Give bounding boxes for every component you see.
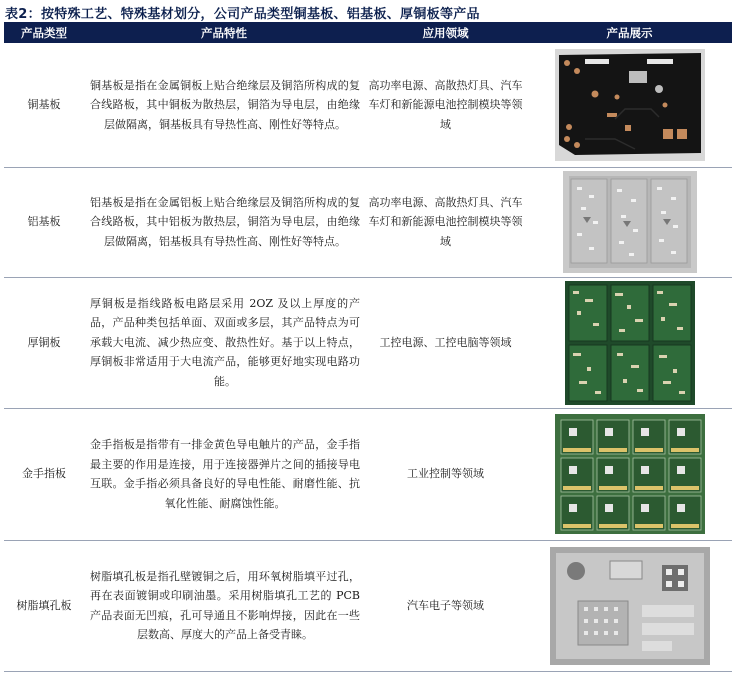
product-application: 高功率电源、高散热灯具、汽车车灯和新能源电池控制模块等领域: [364, 43, 527, 167]
heavy-copper-board-photo: [565, 281, 695, 405]
product-application: 工业控制等领域: [364, 408, 527, 540]
header-application: 应用领域: [364, 22, 527, 43]
product-feature: 铜基板是指在金属铜板上贴合绝缘层及铜箔所构成的复合线路板，其中铜板为散热层，铜箔为导电层，由绝缘层做隔离，铜基板具有导热性高、刚性好等特点。: [84, 43, 364, 167]
table-row: [4, 408, 732, 540]
copper-base-board-photo: [555, 49, 705, 161]
product-feature: 金手指板是指带有一排金黄色导电触片的产品，金手指最主要的作用是连接，用于连接器弹片之间的插接导电互联。金手指必须具备良好的导电性能、耐磨性能、抗氧化性能、耐腐蚀性能。: [84, 408, 364, 540]
product-type: 铝基板: [4, 167, 84, 277]
header-display: 产品展示: [527, 22, 732, 43]
gold-finger-board-photo: [555, 414, 705, 534]
product-feature: 树脂填孔板是指孔壁镀铜之后，用环氧树脂填平过孔，再在表面镀铜或印刷油墨。采用树脂填孔工艺的 PCB 产品表面无凹痕，孔可导通且不影响焊接，因此在一些层数高、厚度大的产品上备受青睐。: [84, 540, 364, 671]
header-row: [4, 22, 732, 43]
product-application: 工控电源、工控电脑等领域: [364, 277, 527, 408]
product-feature: 厚铜板是指线路板电路层采用 2OZ 及以上厚度的产品，产品种类包括单面、双面或多层，其产品特点为可承载大电流、减少热应变、散热性好。基于以上特点，厚铜板非常适用于大电流产品，能够更好地实现电路功能。: [84, 277, 364, 408]
header-type: 产品类型: [4, 22, 84, 43]
product-type: 铜基板: [4, 43, 84, 167]
product-type: 树脂填孔板: [4, 540, 84, 671]
aluminum-base-board-photo: [563, 171, 697, 273]
table-title: 表2：按特殊工艺、特殊基材划分，公司产品类型铜基板、铝基板、厚铜板等产品: [5, 7, 480, 22]
header-feature: 产品特性: [84, 22, 364, 43]
product-feature: 铝基板是指在金属铝板上贴合绝缘层及铜箔所构成的复合线路板，其中铝板为散热层，铜箔为导电层，由绝缘层做隔离，铝基板具有导热性高、刚性好等特点。: [84, 167, 364, 277]
product-type: 厚铜板: [4, 277, 84, 408]
product-application: 汽车电子等领域: [364, 540, 527, 671]
table-row: [4, 43, 732, 167]
product-application: 高功率电源、高散热灯具、汽车车灯和新能源电池控制模块等领域: [364, 167, 527, 277]
table-row: [4, 540, 732, 671]
product-table: [4, 22, 732, 672]
table-row: [4, 167, 732, 277]
table-row: [4, 277, 732, 408]
product-type: 金手指板: [4, 408, 84, 540]
resin-filled-board-photo: [550, 547, 710, 665]
